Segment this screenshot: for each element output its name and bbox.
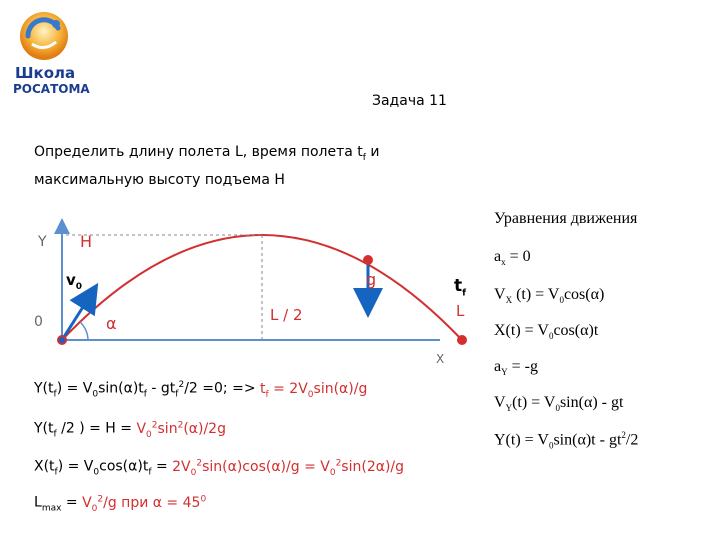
f1-c: sin(α)t bbox=[98, 380, 144, 397]
f3-b: ) = V bbox=[57, 458, 94, 475]
f3-result bbox=[172, 458, 405, 478]
eq-vy-c: sin(α) - gt bbox=[559, 394, 624, 411]
f1-r3: sin(α)/g bbox=[313, 380, 368, 397]
eq-y-a: Y(t) = V bbox=[494, 431, 549, 449]
eq-ay-b: = -g bbox=[507, 358, 538, 375]
eq-vx-c: cos(α) bbox=[563, 286, 605, 303]
v0-label-sub: 0 bbox=[75, 282, 83, 292]
f1-d: - gt bbox=[146, 380, 176, 397]
f2-rsup: 2 bbox=[151, 420, 158, 430]
eq-vy-a: V bbox=[494, 394, 506, 411]
eq-ax-sub: x bbox=[501, 257, 506, 268]
formula-range bbox=[34, 458, 404, 477]
f4-rsup2: 0 bbox=[200, 494, 207, 504]
f3-s1: f bbox=[54, 467, 58, 478]
formula-flight-time bbox=[34, 380, 367, 399]
tf-label bbox=[454, 276, 466, 298]
eq-vx-a: V bbox=[494, 286, 506, 303]
eq-y-c: /2 bbox=[625, 431, 639, 449]
l-label: L bbox=[456, 302, 465, 320]
half-range-label: L / 2 bbox=[270, 306, 303, 324]
gravity-point bbox=[363, 255, 373, 265]
alpha-label: α bbox=[106, 314, 117, 333]
eq-ax-a: a bbox=[494, 248, 502, 265]
v0-label-text: v bbox=[66, 271, 76, 289]
f3-rsup2: 2 bbox=[335, 458, 342, 468]
eq-ax bbox=[494, 248, 531, 267]
f1-s2: 0 bbox=[92, 389, 99, 400]
intro-line2: максимальную высоту подъема Н bbox=[34, 171, 285, 188]
v0-label bbox=[66, 271, 82, 292]
f1-r1: t bbox=[260, 380, 266, 397]
intro-line1: Определить длину полета L, время полета t bbox=[34, 144, 363, 160]
velocity-vector bbox=[62, 288, 95, 340]
f1-s3: f bbox=[143, 389, 147, 400]
f3-s2: 0 bbox=[93, 467, 100, 478]
intro-sub: f bbox=[362, 152, 366, 163]
f3-r2: sin(α)cos(α)/g = V bbox=[202, 458, 330, 475]
f1-a: Y(t bbox=[34, 380, 54, 397]
f1-s1: f bbox=[53, 389, 57, 400]
f3-r3: sin(2α)/g bbox=[341, 458, 405, 475]
f4-r2: /g при α = 45 bbox=[103, 494, 201, 511]
f3-rs2: 0 bbox=[329, 467, 336, 478]
f4-rs1: 0 bbox=[91, 503, 98, 514]
eq-vy bbox=[494, 394, 623, 413]
y-axis-label: Y bbox=[38, 234, 47, 250]
f4-s1: max bbox=[41, 503, 62, 514]
f1-rs2: 0 bbox=[307, 389, 314, 400]
eq-x bbox=[494, 322, 598, 341]
f2-s1: f bbox=[53, 429, 57, 440]
f1-result bbox=[260, 380, 368, 400]
eq-y-sub: 0 bbox=[548, 440, 554, 451]
origin-label: 0 bbox=[34, 314, 43, 330]
origin-dot bbox=[59, 337, 65, 343]
tf-label-text: t bbox=[454, 276, 463, 296]
f4-b: = bbox=[61, 494, 83, 511]
angle-arc bbox=[80, 322, 88, 340]
eq-x-sub: 0 bbox=[548, 331, 554, 342]
f3-s3: f bbox=[148, 467, 152, 478]
f2-a: Y(t bbox=[34, 420, 54, 437]
eq-y bbox=[494, 430, 638, 451]
f3-d: = bbox=[151, 458, 173, 475]
equations-title: Уравнения движения bbox=[494, 210, 638, 227]
eq-x-a: X(t) = V bbox=[494, 322, 549, 339]
logo-text-line1: Школа bbox=[15, 64, 76, 82]
f2-r2: sin bbox=[157, 420, 178, 437]
f4-r1: V bbox=[82, 494, 92, 511]
eq-vy-sub2: 0 bbox=[555, 403, 560, 414]
x-axis-label: X bbox=[436, 352, 445, 366]
g-label: g bbox=[366, 270, 377, 289]
eq-vx bbox=[494, 286, 604, 305]
tf-label-sub: f bbox=[462, 288, 467, 299]
logo-text-line2: РОСАТОМА bbox=[13, 82, 90, 96]
f4-rsup1: 2 bbox=[97, 494, 104, 504]
eq-ay-sub: Y bbox=[501, 367, 508, 378]
eq-ax-b: = 0 bbox=[505, 248, 531, 265]
eq-x-b: cos(α)t bbox=[553, 322, 599, 339]
f3-r1: 2V bbox=[172, 458, 191, 475]
eq-vx-b: (t) = V bbox=[512, 286, 560, 303]
task-description bbox=[34, 141, 474, 191]
f3-rsup1: 2 bbox=[196, 458, 203, 468]
trajectory-curve bbox=[62, 235, 465, 340]
eq-y-sup: 2 bbox=[621, 430, 626, 440]
f2-b: /2 ) = H = bbox=[56, 420, 137, 437]
f2-rsup2: 2 bbox=[177, 420, 184, 430]
f1-e: /2 =0; => bbox=[184, 380, 260, 397]
eq-ay bbox=[494, 358, 538, 377]
f3-rs1: 0 bbox=[190, 467, 197, 478]
intro-and: и bbox=[365, 144, 380, 160]
f1-b: ) = V bbox=[56, 380, 93, 397]
eq-vy-sub1: Y bbox=[505, 403, 513, 414]
f4-a: L bbox=[34, 494, 42, 511]
eq-vx-sub2: 0 bbox=[559, 295, 564, 306]
f2-rs1: 0 bbox=[146, 429, 152, 440]
f1-sup: 2 bbox=[178, 380, 185, 390]
formula-max-height bbox=[34, 420, 226, 439]
formula-max-range bbox=[34, 494, 206, 513]
f2-r1: V bbox=[136, 420, 147, 437]
f4-result bbox=[82, 494, 207, 514]
eq-vy-b: (t) = V bbox=[512, 394, 556, 411]
f3-a: X(t bbox=[34, 458, 55, 475]
logo-globe-icon bbox=[8, 6, 78, 66]
h-label: H bbox=[80, 232, 93, 251]
eq-vx-sub1: X bbox=[505, 295, 513, 306]
f3-c: cos(α)t bbox=[99, 458, 149, 475]
f1-rs1: f bbox=[265, 389, 269, 400]
task-title: Задача 11 bbox=[372, 93, 447, 109]
eq-ay-a: a bbox=[494, 358, 502, 375]
f1-r2: = 2V bbox=[268, 380, 308, 397]
landing-point bbox=[457, 335, 467, 345]
f2-r3: (α)/2g bbox=[183, 420, 226, 437]
eq-y-b: sin(α)t - gt bbox=[553, 431, 622, 449]
f1-s4: f bbox=[175, 389, 179, 400]
f2-result bbox=[136, 420, 226, 440]
